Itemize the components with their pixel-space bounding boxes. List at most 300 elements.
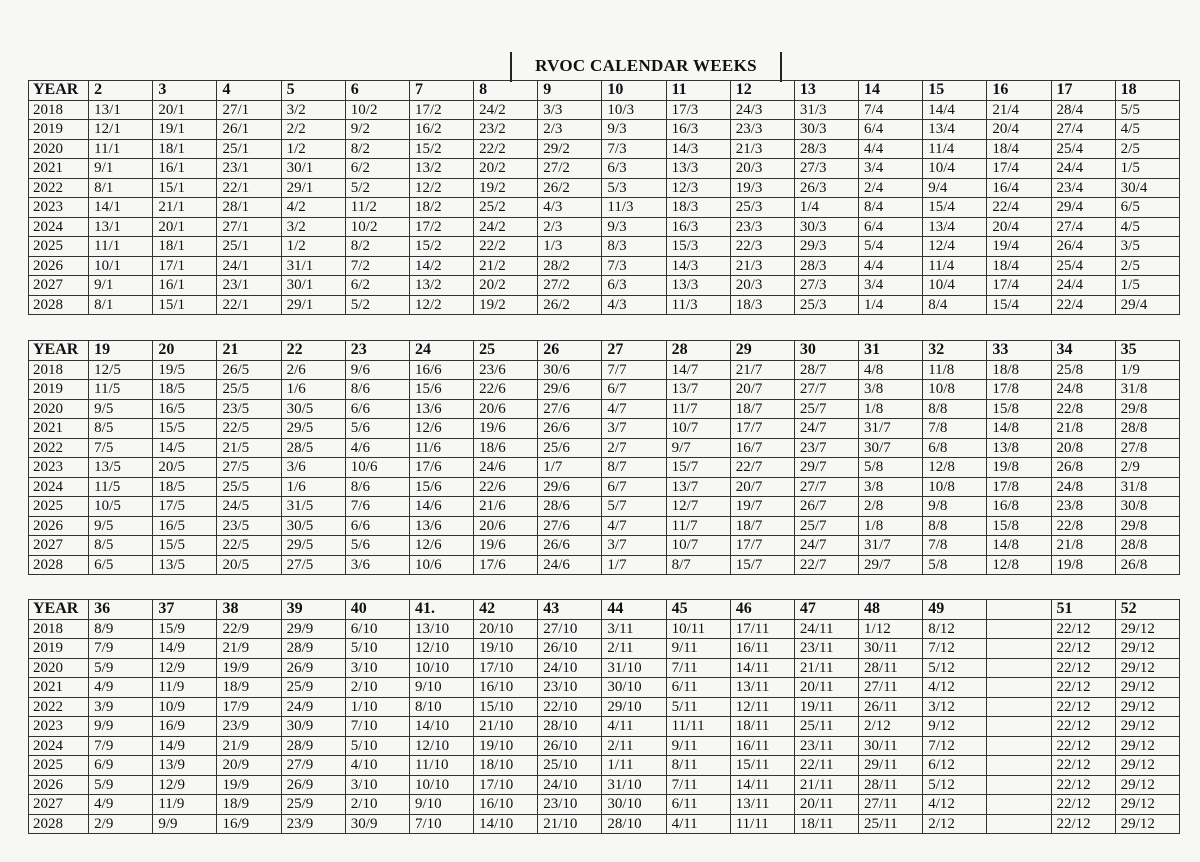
date-cell: 30/11 <box>859 639 923 659</box>
date-cell: 16/4 <box>987 178 1051 198</box>
date-cell: 3/2 <box>281 217 345 237</box>
date-cell: 1/4 <box>859 295 923 315</box>
week-number-header: 42 <box>474 600 538 620</box>
date-cell: 29/12 <box>1115 697 1179 717</box>
date-cell: 12/6 <box>409 536 473 556</box>
date-cell: 22/2 <box>474 237 538 257</box>
week-number-header: 8 <box>474 81 538 101</box>
date-cell: 18/9 <box>217 678 281 698</box>
date-cell: 24/3 <box>730 100 794 120</box>
date-cell: 9/11 <box>666 736 730 756</box>
date-cell: 26/6 <box>538 419 602 439</box>
date-cell: 13/2 <box>409 276 473 296</box>
year-cell: 2022 <box>29 697 89 717</box>
date-cell: 13/5 <box>153 555 217 575</box>
date-cell: 16/11 <box>730 736 794 756</box>
date-cell: 29/5 <box>281 419 345 439</box>
date-cell: 14/3 <box>666 139 730 159</box>
date-cell: 13/3 <box>666 276 730 296</box>
date-cell: 24/8 <box>1051 380 1115 400</box>
date-cell: 20/7 <box>730 380 794 400</box>
date-cell: 24/9 <box>281 697 345 717</box>
date-cell: 2/2 <box>281 120 345 140</box>
year-cell: 2019 <box>29 639 89 659</box>
week-header-row <box>29 600 1180 620</box>
date-cell: 19/5 <box>153 360 217 380</box>
date-cell: 16/3 <box>666 217 730 237</box>
week-number-header: 29 <box>730 341 794 361</box>
date-cell: 1/5 <box>1115 276 1179 296</box>
date-cell: 3/6 <box>345 555 409 575</box>
date-cell: 10/4 <box>923 159 987 179</box>
date-cell: 12/9 <box>153 658 217 678</box>
date-cell: 22/1 <box>217 295 281 315</box>
date-cell: 27/10 <box>538 619 602 639</box>
date-cell: 23/11 <box>794 736 858 756</box>
date-cell: 23/8 <box>1051 497 1115 517</box>
date-cell: 24/4 <box>1051 159 1115 179</box>
week-number-header: 26 <box>538 341 602 361</box>
table-row <box>29 756 1180 776</box>
date-cell: 12/5 <box>89 360 153 380</box>
date-cell: 22/1 <box>217 178 281 198</box>
week-number-header: 3 <box>153 81 217 101</box>
table-row <box>29 697 1180 717</box>
date-cell: 3/7 <box>602 419 666 439</box>
date-cell: 8/3 <box>602 237 666 257</box>
date-cell: 14/3 <box>666 256 730 276</box>
table-row <box>29 256 1180 276</box>
year-cell: 2019 <box>29 380 89 400</box>
week-number-header: 13 <box>794 81 858 101</box>
date-cell: 30/10 <box>602 678 666 698</box>
date-cell: 15/8 <box>987 516 1051 536</box>
date-cell: 16/7 <box>730 438 794 458</box>
date-cell: 24/2 <box>474 100 538 120</box>
date-cell: 22/12 <box>1051 697 1115 717</box>
date-cell: 21/8 <box>1051 536 1115 556</box>
date-cell: 20/4 <box>987 217 1051 237</box>
date-cell: 1/7 <box>538 458 602 478</box>
date-cell: 23/6 <box>474 360 538 380</box>
date-cell: 28/7 <box>794 360 858 380</box>
date-cell: 7/11 <box>666 775 730 795</box>
date-cell: 2/3 <box>538 120 602 140</box>
date-cell: 29/10 <box>602 697 666 717</box>
week-number-header: 28 <box>666 341 730 361</box>
year-cell: 2025 <box>29 756 89 776</box>
date-cell: 20/2 <box>474 276 538 296</box>
date-cell: 26/10 <box>538 639 602 659</box>
date-cell: 3/3 <box>538 100 602 120</box>
year-cell: 2028 <box>29 814 89 834</box>
date-cell: 10/8 <box>923 477 987 497</box>
week-number-header: 18 <box>1115 81 1179 101</box>
year-cell: 2025 <box>29 237 89 257</box>
date-cell: 11/7 <box>666 399 730 419</box>
date-cell: 22/12 <box>1051 658 1115 678</box>
date-cell: 10/3 <box>602 100 666 120</box>
date-cell: 15/4 <box>987 295 1051 315</box>
date-cell: 2/10 <box>345 678 409 698</box>
date-cell: 1/3 <box>538 237 602 257</box>
week-header-row <box>29 81 1180 101</box>
date-cell: 21/2 <box>474 256 538 276</box>
date-cell: 6/11 <box>666 795 730 815</box>
date-cell <box>987 795 1051 815</box>
date-cell <box>987 775 1051 795</box>
date-cell: 16/9 <box>217 814 281 834</box>
date-cell: 6/8 <box>923 438 987 458</box>
date-cell: 4/12 <box>923 795 987 815</box>
year-cell: 2028 <box>29 555 89 575</box>
date-cell: 22/12 <box>1051 678 1115 698</box>
date-cell: 20/10 <box>474 619 538 639</box>
date-cell: 25/3 <box>730 198 794 218</box>
year-cell: 2019 <box>29 120 89 140</box>
date-cell: 18/11 <box>794 814 858 834</box>
date-cell: 22/10 <box>538 697 602 717</box>
week-number-header: 21 <box>217 341 281 361</box>
date-cell: 9/2 <box>345 120 409 140</box>
date-cell: 19/10 <box>474 736 538 756</box>
date-cell: 18/11 <box>730 717 794 737</box>
date-cell: 13/3 <box>666 159 730 179</box>
date-cell: 8/7 <box>602 458 666 478</box>
date-cell: 29/12 <box>1115 717 1179 737</box>
date-cell: 7/4 <box>859 100 923 120</box>
date-cell: 2/5 <box>1115 256 1179 276</box>
date-cell: 12/6 <box>409 419 473 439</box>
date-cell: 20/4 <box>987 120 1051 140</box>
date-cell: 28/3 <box>794 139 858 159</box>
date-cell: 24/7 <box>794 419 858 439</box>
date-cell: 14/10 <box>474 814 538 834</box>
date-cell: 23/3 <box>730 217 794 237</box>
date-cell: 11/7 <box>666 516 730 536</box>
week-number-header: 39 <box>281 600 345 620</box>
date-cell: 21/3 <box>730 139 794 159</box>
date-cell: 22/3 <box>730 237 794 257</box>
date-cell: 23/1 <box>217 159 281 179</box>
date-cell: 25/3 <box>794 295 858 315</box>
date-cell: 13/11 <box>730 678 794 698</box>
date-cell: 25/1 <box>217 237 281 257</box>
date-cell: 29/8 <box>1115 399 1179 419</box>
calendar-table-weeks-36-52 <box>28 599 1180 834</box>
date-cell: 5/2 <box>345 295 409 315</box>
week-number-header: 6 <box>345 81 409 101</box>
year-cell: 2018 <box>29 619 89 639</box>
date-cell: 18/4 <box>987 256 1051 276</box>
date-cell: 22/7 <box>730 458 794 478</box>
date-cell: 20/1 <box>153 217 217 237</box>
year-cell: 2020 <box>29 399 89 419</box>
table-row <box>29 237 1180 257</box>
table-row <box>29 775 1180 795</box>
date-cell: 17/8 <box>987 380 1051 400</box>
date-cell: 25/7 <box>794 399 858 419</box>
date-cell: 26/3 <box>794 178 858 198</box>
week-number-header <box>987 600 1051 620</box>
date-cell: 24/1 <box>217 256 281 276</box>
date-cell: 8/1 <box>89 295 153 315</box>
date-cell: 4/11 <box>602 717 666 737</box>
date-cell: 20/1 <box>153 100 217 120</box>
date-cell: 26/9 <box>281 775 345 795</box>
date-cell: 15/6 <box>409 477 473 497</box>
date-cell: 1/12 <box>859 619 923 639</box>
date-cell: 4/7 <box>602 399 666 419</box>
date-cell: 7/12 <box>923 639 987 659</box>
date-cell: 4/10 <box>345 756 409 776</box>
date-cell: 9/1 <box>89 276 153 296</box>
date-cell: 17/9 <box>217 697 281 717</box>
date-cell: 11/11 <box>666 717 730 737</box>
date-cell: 27/3 <box>794 159 858 179</box>
date-cell: 14/8 <box>987 536 1051 556</box>
date-cell: 21/11 <box>794 658 858 678</box>
date-cell: 10/10 <box>409 775 473 795</box>
year-cell: 2021 <box>29 678 89 698</box>
date-cell: 15/9 <box>153 619 217 639</box>
date-cell: 12/10 <box>409 639 473 659</box>
date-cell <box>987 697 1051 717</box>
date-cell: 15/10 <box>474 697 538 717</box>
date-cell: 23/11 <box>794 639 858 659</box>
date-cell: 15/3 <box>666 237 730 257</box>
table-row <box>29 360 1180 380</box>
date-cell: 26/11 <box>859 697 923 717</box>
date-cell: 29/2 <box>538 139 602 159</box>
year-cell: 2028 <box>29 295 89 315</box>
date-cell: 17/6 <box>409 458 473 478</box>
date-cell: 1/2 <box>281 237 345 257</box>
date-cell: 14/2 <box>409 256 473 276</box>
date-cell: 14/1 <box>89 198 153 218</box>
date-cell: 10/6 <box>409 555 473 575</box>
date-cell: 5/4 <box>859 237 923 257</box>
date-cell: 27/1 <box>217 100 281 120</box>
date-cell: 22/6 <box>474 477 538 497</box>
date-cell: 8/6 <box>345 477 409 497</box>
date-cell: 3/10 <box>345 775 409 795</box>
date-cell: 30/7 <box>859 438 923 458</box>
date-cell: 11/3 <box>602 198 666 218</box>
week-number-header: 9 <box>538 81 602 101</box>
date-cell: 16/1 <box>153 159 217 179</box>
date-cell: 13/2 <box>409 159 473 179</box>
date-cell: 18/3 <box>666 198 730 218</box>
page-title: RVOC CALENDAR WEEKS <box>510 52 782 82</box>
date-cell: 21/10 <box>538 814 602 834</box>
date-cell: 16/11 <box>730 639 794 659</box>
table-row <box>29 814 1180 834</box>
date-cell <box>987 717 1051 737</box>
date-cell: 28/11 <box>859 775 923 795</box>
date-cell: 8/10 <box>409 697 473 717</box>
date-cell: 19/4 <box>987 237 1051 257</box>
date-cell: 3/8 <box>859 380 923 400</box>
date-cell: 28/8 <box>1115 419 1179 439</box>
date-cell: 13/4 <box>923 217 987 237</box>
week-number-header: 43 <box>538 600 602 620</box>
date-cell: 1/4 <box>794 198 858 218</box>
date-cell: 7/8 <box>923 419 987 439</box>
date-cell: 27/11 <box>859 795 923 815</box>
date-cell: 11/3 <box>666 295 730 315</box>
date-cell: 19/3 <box>730 178 794 198</box>
date-cell: 15/1 <box>153 295 217 315</box>
date-cell: 6/3 <box>602 276 666 296</box>
date-cell: 25/10 <box>538 756 602 776</box>
date-cell: 26/5 <box>217 360 281 380</box>
date-cell: 21/9 <box>217 639 281 659</box>
date-cell: 25/11 <box>859 814 923 834</box>
date-cell: 29/12 <box>1115 795 1179 815</box>
date-cell: 20/9 <box>217 756 281 776</box>
week-header-row <box>29 341 1180 361</box>
year-cell: 2022 <box>29 438 89 458</box>
date-cell: 5/9 <box>89 775 153 795</box>
date-cell: 15/6 <box>409 380 473 400</box>
date-cell: 26/7 <box>794 497 858 517</box>
date-cell: 7/5 <box>89 438 153 458</box>
date-cell: 26/9 <box>281 658 345 678</box>
week-number-header: 24 <box>409 341 473 361</box>
date-cell: 30/5 <box>281 399 345 419</box>
date-cell: 28/10 <box>602 814 666 834</box>
date-cell: 22/8 <box>1051 399 1115 419</box>
date-cell: 20/6 <box>474 516 538 536</box>
date-cell: 1/8 <box>859 516 923 536</box>
date-cell: 11/2 <box>345 198 409 218</box>
date-cell: 9/8 <box>923 497 987 517</box>
date-cell: 31/5 <box>281 497 345 517</box>
table-row <box>29 100 1180 120</box>
date-cell: 30/8 <box>1115 497 1179 517</box>
date-cell: 4/12 <box>923 678 987 698</box>
date-cell: 22/12 <box>1051 814 1115 834</box>
table-row <box>29 139 1180 159</box>
date-cell: 24/5 <box>217 497 281 517</box>
date-cell: 5/6 <box>345 536 409 556</box>
year-cell: 2024 <box>29 217 89 237</box>
week-number-header: 15 <box>923 81 987 101</box>
date-cell: 17/4 <box>987 276 1051 296</box>
date-cell: 5/3 <box>602 178 666 198</box>
date-cell: 5/10 <box>345 736 409 756</box>
date-cell: 12/10 <box>409 736 473 756</box>
week-number-header: 7 <box>409 81 473 101</box>
date-cell: 9/9 <box>153 814 217 834</box>
week-number-header: 47 <box>794 600 858 620</box>
date-cell: 19/6 <box>474 419 538 439</box>
date-cell: 27/4 <box>1051 120 1115 140</box>
week-number-header: 23 <box>345 341 409 361</box>
date-cell: 25/9 <box>281 795 345 815</box>
date-cell: 29/12 <box>1115 756 1179 776</box>
date-cell: 27/3 <box>794 276 858 296</box>
date-cell: 31/10 <box>602 775 666 795</box>
date-cell: 6/6 <box>345 516 409 536</box>
date-cell: 3/7 <box>602 536 666 556</box>
date-cell: 10/7 <box>666 536 730 556</box>
date-cell: 16/5 <box>153 399 217 419</box>
date-cell: 1/8 <box>859 399 923 419</box>
date-cell: 18/6 <box>474 438 538 458</box>
date-cell: 8/9 <box>89 619 153 639</box>
date-cell: 29/12 <box>1115 775 1179 795</box>
date-cell: 21/10 <box>474 717 538 737</box>
date-cell: 29/4 <box>1115 295 1179 315</box>
year-cell: 2021 <box>29 159 89 179</box>
date-cell: 3/5 <box>1115 237 1179 257</box>
date-cell: 25/5 <box>217 380 281 400</box>
date-cell: 24/10 <box>538 775 602 795</box>
date-cell: 15/5 <box>153 536 217 556</box>
date-cell: 8/8 <box>923 399 987 419</box>
date-cell: 21/8 <box>1051 419 1115 439</box>
date-cell: 30/3 <box>794 120 858 140</box>
week-number-header: 20 <box>153 341 217 361</box>
date-cell: 19/6 <box>474 536 538 556</box>
date-cell: 4/4 <box>859 256 923 276</box>
date-cell: 4/4 <box>859 139 923 159</box>
date-cell: 6/4 <box>859 120 923 140</box>
date-cell: 29/8 <box>1115 516 1179 536</box>
table-row <box>29 678 1180 698</box>
date-cell: 5/8 <box>859 458 923 478</box>
date-cell: 26/4 <box>1051 237 1115 257</box>
table-row <box>29 217 1180 237</box>
date-cell: 14/7 <box>666 360 730 380</box>
date-cell: 18/3 <box>730 295 794 315</box>
week-number-header: 34 <box>1051 341 1115 361</box>
date-cell: 1/10 <box>345 697 409 717</box>
date-cell: 18/5 <box>153 477 217 497</box>
date-cell: 1/2 <box>281 139 345 159</box>
year-header: YEAR <box>29 600 89 620</box>
date-cell: 20/6 <box>474 399 538 419</box>
date-cell: 20/5 <box>217 555 281 575</box>
date-cell: 4/7 <box>602 516 666 536</box>
date-cell: 29/1 <box>281 178 345 198</box>
date-cell: 30/9 <box>281 717 345 737</box>
calendar-table <box>28 80 1180 315</box>
year-cell: 2027 <box>29 276 89 296</box>
date-cell: 30/1 <box>281 276 345 296</box>
date-cell <box>987 736 1051 756</box>
date-cell: 16/10 <box>474 795 538 815</box>
date-cell: 8/11 <box>666 756 730 776</box>
date-cell: 12/1 <box>89 120 153 140</box>
date-cell: 20/2 <box>474 159 538 179</box>
date-cell: 4/9 <box>89 795 153 815</box>
date-cell: 15/8 <box>987 399 1051 419</box>
table-row <box>29 380 1180 400</box>
date-cell: 5/8 <box>923 555 987 575</box>
date-cell: 18/8 <box>987 360 1051 380</box>
date-cell: 21/1 <box>153 198 217 218</box>
date-cell: 26/6 <box>538 536 602 556</box>
date-cell: 4/5 <box>1115 120 1179 140</box>
date-cell: 23/9 <box>217 717 281 737</box>
week-number-header: 17 <box>1051 81 1115 101</box>
date-cell: 3/8 <box>859 477 923 497</box>
date-cell: 25/6 <box>538 438 602 458</box>
date-cell: 27/2 <box>538 276 602 296</box>
